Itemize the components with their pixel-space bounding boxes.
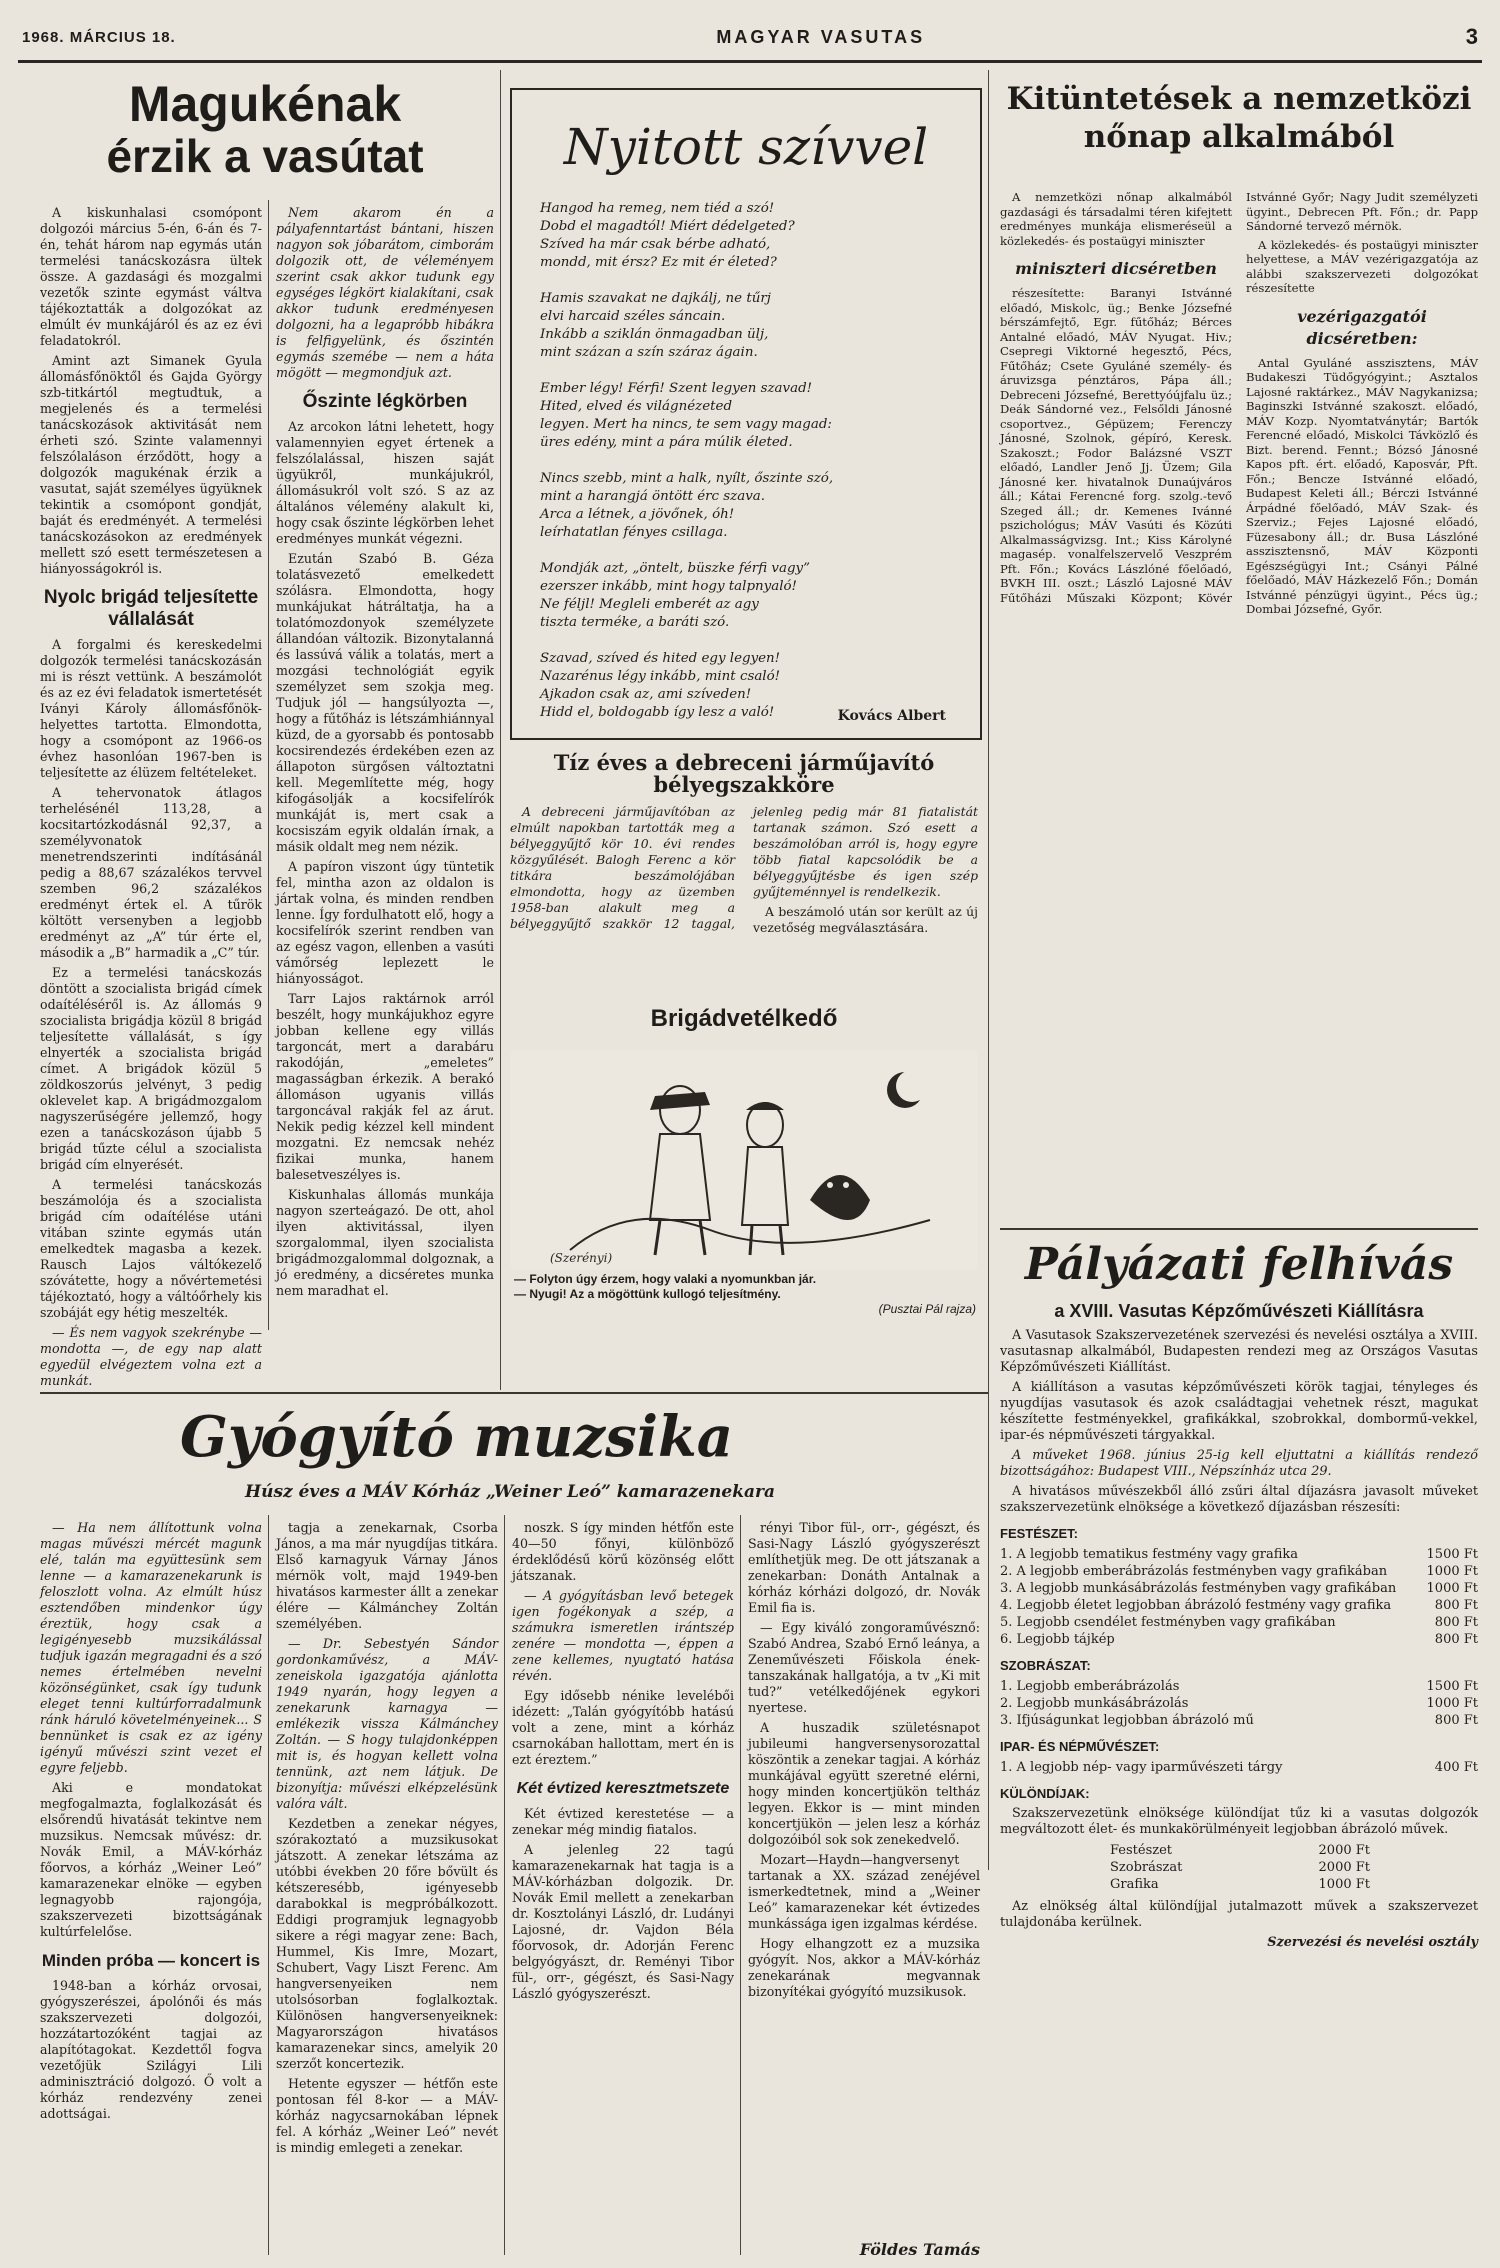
paragraph: A kiállításon a vasutas képzőművészeti körök tagjai, tényleges és nyugdíjas vasutasok és azok családtagjai vehetnek részt, magukat készítette festményekkel, grafikákkal, szobrokkal, dombormű-vekkel, ipar-és népművészeti tárgyakkal. [1000,1380,1478,1443]
paragraph: A műveket 1968. június 25-ig kell eljuttatni a kiállítás rendező bizottságához: Budapest VIII., Népszínház utca 29. [1000,1448,1478,1479]
cartoon-title-wrap [510,1005,978,1032]
paragraph: Hetente egyszer — hétfőn este pontosan fél 8-kor — a MÁV-kórház nagycsarnokában lépnek fel. A kórház „Weiner Leó” nevét is mindig emlegeti a zenekar. [276,2076,498,2155]
article-5 [1000,1240,1478,1951]
subheading-ket-evtized: Két évtized keresztmetszete [516,1780,730,1797]
paragraph: A jelenleg 22 tagú kamarazenekarnak hat tagja is a MÁV-kórházban dolgozik. Dr. Novák Emil mellett a zenekarban dr. Kosztolányi László, dr. Ludányi Lajosné, dr. Vajdon Béla főorvosok, dr. Adorján Ferenc belgyógyászt, dr. Reményi Tibor fül-, orr-, gégészt, és Sasi-Nagy László gyógyszerészt. [512,1842,734,2001]
prize-row: 1. Legjobb emberábrázolás 1500 Ft [1000,1679,1478,1694]
page-number: 3 [1465,24,1478,49]
article-4-column-4 [748,1520,980,2240]
subheading-nyolc-brigad: Nyolc brigád teljesítette vállalását [43,587,259,630]
paragraph: A huszadik születésnapot jubileumi hangversenysorozattal köszöntik a zenekar tagjai. A kórház munkájával együtt szeretné elérni, hogy minden koncertjükön teltház legyen. Ekkor is — mint minden koncertjükön — jelen lesz a kórház dolgozóiból sok sok zenekedvelő. [748,1720,980,1847]
subheading-vezerigazgatoi: vezérigazgatói dicséretben: [1297,306,1427,348]
poem-stanza: Mondják azt, „öntelt, büszke férfi vagy” ezerszer inkább, mint hogy talpnyaló! Ne féljl! Megleli emberét az agy tiszta terméke, a baráti szó. [540,561,810,630]
paragraph: Egy idősebb nénike levelébői idézett: „Talán gyógyítóbb hatású volt a zene, mint a kórház csarnokában hallottam, mert én is ezt éreztem.” [512,1688,734,1767]
prize-row: 6. Legjobb tájkép 800 Ft [1000,1632,1478,1647]
column-rule [500,70,501,1390]
article-1-column-2 [276,205,494,1325]
paragraph: Ezután Szabó B. Géza tolatásvezető emelkedett szólásra. Elmondotta, hogy munkájukat hátráltatja, ha a tolatómozdonyok személyzete állandóan változik. Bizonytalanná és lassúvá válik a tolatás, mert a mozgási technológiát egyik személyzet sem szokja meg. Tudjuk jól — hangsúlyozta —, hogy a fűtőház is létszámhiánnyal küzd, de a gyorsabb és pontosabb kocsirendezés érdekében ezen az állapoton sürgősen változtatni kell. Megemlítette még, hogy kifogásolják a kocsifelírók munkáját is, mert csak a kocsiszám egyik oldalán írnak, a másik oldalt meg nem nézik. [276,551,494,854]
poem-author: Kovács Albert [837,708,946,724]
article-4-column-1 [40,1520,262,2260]
article-1-column-1 [40,205,262,1388]
special-prize-row: Szobrászat 2000 Ft [1110,1860,1370,1875]
prize-row: 1. A legjobb tematikus festmény vagy grafika 1500 Ft [1000,1547,1478,1562]
paragraph: A termelési tanácskozás beszámolója és a szocialista brigád cím odaítélése utáni vitában szinte egymás után emelkedtek magasba a kezek. Rausch Lajos váltókezelő szóvátette, hogy a nővértemetési tájékoztató, hogy a váltóőrhely kis szobáját egy hétig meszelték. [40,1177,262,1320]
article-2-title: Kitüntetések a nemzetközi nőnap alkalmából [1006,81,1472,155]
prize-row: 3. Ifjúságunkat legjobban ábrázoló mű 800 Ft [1000,1713,1478,1728]
column-rule [504,1515,505,2255]
prize-section-title: SZOBRÁSZAT: [1000,1658,1091,1673]
paragraph: A közlekedés- és postaügyi miniszter helyettese, a MÁV vezérigazgatója az alábbi szakszervezeti dolgozókat részesítette [1246,237,1478,295]
special-prize-title: KÜLÖNDÍJAK: [1000,1786,1090,1801]
article-3 [510,752,978,936]
paragraph: részesítette: Baranyi Istvánné előadó, Miskolc, üg.; Benke Józsefné bérszámfejtő, Egr. fűtőház; Bérces Antalné előadó, MÁV Nyugat. Hiv.; Csepregi Viktorné hegesztő, Pécs, Fűtőház; Csete Gyuláné személy- és áruvizsga pénztáros, Pápa áll.; Debreceni Józsefné, Berettyóújfalu üz.; Deák Sándorné vez., Felsőldi Jánosné csoportvez., Gépüzem; Ferenczy Jánosné, Szolnok, gépíró, Keresk. Szakoszt.; Fodor Balázsné VSZT előadó, Landler Jenő Jj. Üzem; Gila Jánosné ker. hivatalnok Dunaújváros áll.; Kátai Ferencné forg. szolg.-tevő Szeged áll.; dr. Kemenes Ivánné pszichológus; MÁV Vasúti és Közúti Alkalmasságvizsg. Int.; Kiss Károlyné magasép. vonalfelszervelő Veszprém Pft. Főn.; Kovács Lászlóné főelőadó, BVKH III. oszt.; László Lajosné MÁV Fűtőházi Műszaki Központ; Kövér Istvánné Győr; Nagy Judit személyzeti ügyint., Debrecen Pft. Főn.; dr. Papp Sándorné tervező mérnök. [1000,190,1478,605]
paper-name: MAGYAR VASUTAS [716,26,926,47]
article-5-subtitle: a XVIII. Vasutas Képzőművészeti Kiállításra [1054,1301,1424,1321]
article-1-title-line-1: Magukénak [128,76,402,132]
article-4-column-2 [276,1520,498,2260]
issue-date: 1968. MÁRCIUS 18. [22,28,176,46]
cartoon-credit: (Pusztai Pál rajza) [878,1302,976,1316]
paragraph: tagja a zenekarnak, Csorba János, a ma már nyugdíjas titkára. Első karnagyuk Várnay János mérnök volt, majd 1949-ben hivatásos karmester állt a zenekar élére — Kálmánchey Zoltán személyében. [276,1520,498,1631]
paragraph: 1948-ban a kórház orvosai, gyógyszerészei, ápolónői és más szakszervezeti dolgozói, hozzátartozóként tagjai az alapítótagokat. Kezdettől fogva vezetőjük Szilágyi Lili adminisztráció dolgozó. Ő volt a kórház rendezvény zenei adottságai. [40,1978,262,2121]
article-3-body [510,804,978,936]
paragraph: A forgalmi és kereskedelmi dolgozók termelési tanácskozásán mi is részt vettünk. A beszámolót és az ez évi feladatok ismertetését Iványi Károly állomásfőnök-helyettes tartotta. Elmondotta, hogy a csomópont az 1966-os évhez hasonlóan 1967-ben is teljesítette az élüzem feltételeket. [40,637,262,780]
poem-title: Nyitott szívvel [563,118,929,176]
prize-row: 5. Legjobb csendélet festményben vagy grafikában 800 Ft [1000,1615,1478,1630]
paragraph: A kiskunhalasi csomópont dolgozói március 5-én, 6-án és 7-én, tehát három nap egymás után termelési tanácskozásra ültek össze. A gazdasági és mozgalmi vezetők szinte egymást váltva tájékoztatták a dolgozókat az elmúlt év munkájáról és az ez évi feladatokról. [40,205,262,348]
article-2 [1000,80,1478,156]
article-5-body [1000,1328,1478,1951]
cartoon-title: Brigádvetélkedő [650,1005,838,1032]
subheading-miniszteri: miniszteri dicséretben [1015,259,1217,278]
paragraph: noszk. S így minden hétfőn este 40—50 főnyi, különböző érdeklődésű körű közönség előtt játszanak. [512,1520,734,1583]
article-4-title: Gyógyító muzsika [180,1404,734,1470]
cartoon-moon-shadow [896,1070,928,1102]
poem-box [510,88,982,740]
paragraph: A beszámoló után sor került az új vezetőség megválasztására. [753,904,978,935]
poem-stanza: Szavad, szíved és hited egy legyen! Nazarénus légy inkább, mint csaló! Ajkadon csak az, ami szíveden! Hidd el, boldogabb így lesz a való! [540,651,781,720]
article-4-subtitle: Húsz éves a MÁV Kórház „Weiner Leó” kamarazenekara [245,1482,775,1502]
article-4-author: Földes Tamás [859,2240,980,2259]
paragraph: Amint azt Simanek Gyula állomásfőnöktől és Gajda György szb-titkártól megtudtuk, a megjelenés és a termelési tanácskozások aktivitását nem érheti szó. Szinte valamennyi felszólaláson érződött, hogy a dolgozók magukénak érzik a vasutat, saját személyes ügyüknek tekintik a csomópont gondját, baját és eredményét. A termelési tanácskozásokon az eredmények mellett szó esett természetesen a hiányosságokról is. [40,353,262,576]
signature-department: Szervezési és nevelési osztály [1267,1935,1478,1950]
masthead [22,18,1478,56]
cartoon-signature: (Szerényi) [550,1251,613,1265]
paragraph: Kiskunhalas állomás munkája nagyon szerteágazó. De ott, ahol ilyen aktivitással, ilyen szorgalommal, ilyen szocialista brigádmozgalommal dolgoznak, a jó eredmény, a dicséretes munka nem maradhat el. [276,1187,494,1298]
article-1-title-line-2: érzik a vasútat [106,130,424,182]
column-rule [268,200,269,1330]
cartoon-caption [514,1272,976,1317]
special-prize-row: Grafika 1000 Ft [1110,1877,1370,1892]
poem-stanza: Ember légy! Férfi! Szent legyen szavad! Hited, elved és világnézeted legyen. Mert ha nincs, te sem vagy magad: üres edény, mint a pára múlik életed. [540,381,832,450]
paragraph: Antal Gyuláné asszisztens, MÁV Budakeszi Tüdőgyógyint.; Asztalos Lajosné raktárkez., MÁV Nagykanizsa; Baginszki Istvánné szakoszt. előadó, MÁV Kozp. Nyomtatványtár; Bartók Ferencné előadó, Miskolci Távközlő és Bizt. berend. Fennt.; Bózsó Jánosné Kapos pft. ért. előadó, Kaposvár, Pft. Főn.; Bencze Istvánné előadó, Budapest Keleti áll.; Bérczi Istvánné Árpádné főelőadó, MÁV Szak- és Szerviz.; Fejes Lajosné előadó, Füzesabony áll.; dr. Busa Lászlóné asszisztensnő, MÁV Központi Egészségügyi Int.; Csányi Pálné főelőadó, MÁV Házkezelő Főn.; Domán Istvánné pénzügyi ügyint., Pécs üg.; Dombai Józsefné, Győr. [1246,355,1478,616]
caption-line-1: — Folyton úgy érzem, hogy valaki a nyomunkban jár. [514,1272,817,1286]
section-rule [1000,1228,1478,1230]
paragraph: Aki e mondatokat megfogalmazta, foglalkozását és elsőrendű hivatását tekintve nem muzsikus. Nemcsak művész: dr. Novák Emil, a MÁV-kórház főorvos, a kórház „Weiner Leó” kamarazenekar elnöke — egyben legnagyobb rajongója, szakszervezeti bizottságának kultúrfelelőse. [40,1780,262,1939]
article-1-title [40,78,490,182]
paragraph: Hogy elhangzott ez a muzsika gyógyít. Nos, akkor a MÁV-kórház zenekarának megvannak bizonyítékai gyógyító muzsikusok. [748,1936,980,1999]
prize-row: 3. A legjobb munkásábrázolás festményben vagy grafikában 1000 Ft [1000,1581,1478,1596]
special-prize-row: Festészet 2000 Ft [1110,1843,1370,1858]
column-rule [988,70,989,1870]
top-rule [18,60,1482,63]
paragraph: A tehervonatok átlagos terhelésénél 113,28, a kocsitartózkodásnál 92,37, a személyvonatok menetrendszerinti indításánál pedig a 88,67 százalékos tervvel szemben 96,2 százalékos eredményt értek el. A tűrök költött versenyben a legjobb eredményt az „A” túr érte el, második a „B” harmadik a „C” túr. [40,785,262,960]
paragraph: Mozart—Haydn—hangversenyt tartanak a XX. század zenéjével ismerkedtetnek, mind a „Weiner Leó” kamarazenekar két évtizedes munkássága igen izgalmas kérdése. [748,1852,980,1931]
paragraph: — És nem vagyok szekrénybe — mondotta —, de egy nap alatt egyedül elvégeztem volna ezt a munkát. [40,1325,262,1388]
poem-stanza: Hangod ha remeg, nem tiéd a szó! Dobd el magadtól! Miért dédelgeted? Szíved ha már csak bérbe adható, mondd, mit érsz? Ez mit ér életed? [540,201,795,270]
paragraph: rényi Tibor fül-, orr-, gégészt, és Sasi-Nagy László gyógyszerészt említhetjük meg. De ott játszanak a zenekarban: Donáth Antalnak a kórház kórházi dolgozó, dr. Novák Emil fia is. [748,1520,980,1615]
column-rule [740,1515,741,2255]
paragraph: A papíron viszont úgy tüntetik fel, mintha azon az oldalon is jártak volna, és minden rendben lenne. Így fordulhatott elő, hogy a kocsifelírók szerint rendben van az egész vagon, ellenben a vasúti vámőrség leplezett le hiányosságot. [276,859,494,986]
paragraph: Az arcokon látni lehetett, hogy valamennyien egyet értenek a felszólalással, hiszen saját ügyükről, munkájukról, állomásukról volt szó. S az az általános vélemény alakult ki, hogy csak őszinte légkörben lehet eredményes munkát végezni. [276,419,494,546]
article-5-title: Pályázati felhívás [1024,1239,1454,1290]
paragraph: — Ha nem állítottunk volna magas művészi mércét magunk elé, talán ma együttesünk sem lenne — a kamarazenekarunk is feloszlott volna. Az elmúlt húsz esztendőben mindenkor úgy éreztük, hogy csak a legigényesebb muzsikálással tudjuk igazán megragadni és a szó nemes értelmében nevelni közönségünket, csak így tudunk eleget tenni kultúrforradalmunk ránk háruló követelményeinek... S bennünket is csak ez az igény igényű művészi szint vezet el egyre feljebb. [40,1520,262,1775]
paragraph: A Vasutasok Szakszervezetének szervezési és nevelési osztálya a XVIII. vasutasnap alkalmából, Budapesten rendezi meg az Országos Vasutas Képzőművészeti Kiállítást. [1000,1328,1478,1375]
subheading-minden-proba: Minden próba — koncert is [41,1951,261,1970]
paragraph: Két évtized kerestetése — a zenekar még mindig fiatalos. [512,1806,734,1837]
caption-line-2: — Nyugi! Az a mögöttünk kullogó teljesítmény. [514,1287,781,1301]
prize-section-title: FESTÉSZET: [1000,1526,1079,1541]
prize-row: 2. Legjobb munkásábrázolás 1000 Ft [1000,1696,1478,1711]
prize-row: 4. Legjobb életet legjobban ábrázoló festmény vagy grafika 800 Ft [1000,1598,1478,1613]
paragraph: Az elnökség által különdíjjal jutalmazott művek a szakszervezet tulajdonába kerülnek. [1000,1899,1478,1930]
poem-stanza: Nincs szebb, mint a halk, nyílt, őszinte szó, mint a harangjá öntött érc szava. Arca a létnek, a jövőnek, óh! leírhatatlan fényes csillaga. [540,471,834,540]
prize-row: 1. A legjobb nép- vagy iparművészeti tárgy 400 Ft [1000,1760,1478,1775]
prize-section-title: IPAR- ÉS NÉPMŰVÉSZET: [1000,1739,1160,1754]
poem-stanza: Hamis szavakat ne dajkálj, ne tűrj elvi harcaid széles sáncain. Inkább a sziklán önmagadban ülj, mint százan a szín száraz ágain. [540,291,771,360]
prize-row: 2. A legjobb emberábrázolás festményben vagy grafikában 1000 Ft [1000,1564,1478,1579]
paragraph: Nem akarom én a pályafenntartást bántani, hiszen nagyon sok jóbarátom, cimborám dolgozik ott, de véleményem szerint csak akkor tudunk egy egységes légkört kialakítani, csak akkor tudunk eredményesen dolgozni, ha a legapróbb hibákra is felfigyelünk, és őszintén egymás szemébe — nem a háta mögött — megmondjuk azt. [276,205,494,380]
cartoon-illustration [510,1050,978,1270]
article-3-title: Tíz éves a debreceni járműjavító bélyegszakköre [553,750,935,797]
article-4-column-3 [512,1520,734,2260]
paragraph: A nemzetközi nőnap alkalmából gazdasági és társadalmi téren kifejtett eredményes munkája elismeréseül a közlekedés- és postaügyi miniszter [1000,190,1232,248]
paragraph: Kezdetben a zenekar négyes, szórakoztató a muzsikusokat játszott. A zenekar létszáma az utóbbi években 20 főre bővült és kétszeresébb, igényesebb darabokkal is megpróbálkozott. Eddigi programjuk legnagyobb sikere a régi magyar zene: Bach, Hummel, Kis Imre, Mozart, Schubert, Vagy Liszt Ferenc. Am hangversenyeiken nem utolsósorban foglalkoztak. Különösen hangversenyeiknek: Magyarországon hivatásos kamarazenekar sincs, amelyik 20 szerzőt koncertezik. [276,1816,498,2071]
paragraph: Tarr Lajos raktárnok arról beszélt, hogy munkájukhoz egyre jobban kellene egy villás targoncát, mert a darabáru rakodóján, „emeletes” magasságban érkezik. A berakó állomáson ugyanis villás targoncával rakják fel az árut. Nekik pedig kézzel kell mindent mozgatni. Ez nemcsak nehéz fizikai munka, hanem balesetveszélyes is. [276,991,494,1182]
article-4-header [40,1405,980,1511]
paragraph: Ez a termelési tanácskozás döntött a szocialista brigád címek odaítéléséről is. Az állomás 9 szocialista brigádja közül 8 brigád teljesítette vállalását, s így elnyerték a szocialista brigád címet. A brigádok közül 5 zöldkoszorús jelvényt, 3 pedig oklevelet kap. A brigádmozgalom nagyszerűségére jellemző, hogy ezen a tanácskozáson újabb 5 brigád tűzte célul a szocialista brigád cím elnyerését. [40,965,262,1172]
column-rule [268,1515,269,2255]
section-rule [40,1392,988,1394]
paragraph: — Dr. Sebestyén Sándor gordonkaművész, a MÁV-zeneiskola igazgatója ajánlotta 1949 nyarán, hogy legyen a zenekarunk karnagya — emlékezik vissza Kálmánchey Zoltán. — S hogy tulajdonképpen mit is, és hogyan kellett volna tennünk, azt nem látjuk. De bizonyítja: művészi elképzelésünk valóra vált. [276,1636,498,1811]
paragraph: — A gyógyításban levő betegek igen fogékonyak a szép, a számukra ismeretlen irántszép zenére — mondotta —, éppen a zene kellemes, nyugtató hatása révén. [512,1588,734,1683]
article-2-body [1000,190,1478,1220]
subheading-oszinte-legkorben: Őszinte légkörben [302,391,468,412]
paragraph: A hivatásos művészekből álló zsűri által díjazásra javasolt műveket szakszervezetünk elnöksége a következő díjazásban részesíti: [1000,1484,1478,1515]
paragraph: Szakszervezetünk elnöksége különdíjat tűz ki a vasutas dolgozók megváltozott élet- és munkakörülményeit legjobban ábrázoló művek. [1000,1806,1478,1837]
paragraph: A debreceni járműjavítóban az elmúlt napokban tartották meg a bélyeggyűjtő kör 10. évi rendes közgyűlését. Balogh Ferenc a kör titkára beszámolójában elmondotta, hogy az üzemben 1958-ban alakult meg a bélyeggyűjtő szakkör 12 taggal, jelenleg pedig már 81 fiatalistát tartanak számon. Szó esett a beszámolóban arról is, hogy egyre több fiatal kapcsolódik be a bélyeggyűjtésbe és igen szép gyűjteménnyel is rendelkezik. [510,804,978,931]
paragraph: — Egy kiváló zongoraművésznő: Szabó Andrea, Szabó Ernő leánya, a Zeneművészeti Főiskola ének-tanszakának hallgatója, a tv „Ki mit tud?” vetélkedőjének egykori nyertese. [748,1620,980,1715]
